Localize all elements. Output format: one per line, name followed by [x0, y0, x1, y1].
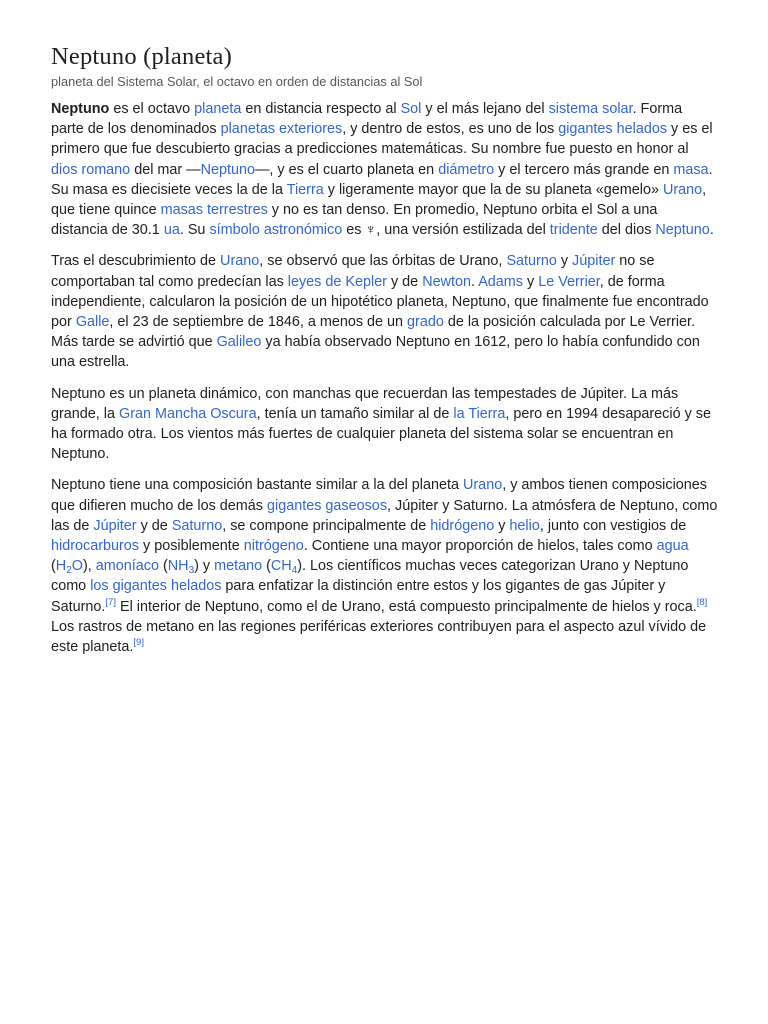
text: no se comportaban tal como predecían las [51, 253, 655, 290]
text: y [494, 517, 510, 534]
text: , y dentro de estos, es uno de los [342, 121, 559, 138]
link-leyes-de-kepler[interactable]: leyes de Kepler [287, 273, 387, 290]
link-jupiter[interactable]: Júpiter [572, 253, 616, 270]
reference-9[interactable]: [9] [133, 637, 144, 649]
link-tierra[interactable]: Tierra [286, 181, 324, 198]
link-masas-terrestres[interactable]: masas terrestres [160, 202, 268, 219]
link-jupiter[interactable]: Júpiter [93, 517, 137, 534]
text: y [556, 253, 573, 270]
link-formula-h2o[interactable] [55, 558, 83, 577]
text: , pero en 1994 desapareció y se ha formado otra. Los vientos más fuertes de cualquier planeta del sistema solar se encuentran en Neptuno. [51, 405, 711, 463]
text: , se compone principalmente de [222, 517, 431, 534]
text: Los rastros de metano en las regiones periféricas exteriores contribuyen para el aspecto azul vívido de este planeta. [51, 618, 707, 656]
link-dios-romano[interactable]: dios romano [51, 161, 131, 178]
reference-7[interactable]: [7] [105, 596, 116, 608]
link-agua[interactable]: agua [656, 538, 689, 555]
reference-8[interactable]: [8] [696, 596, 708, 608]
text: —, y es el cuarto planeta en [255, 161, 439, 178]
text: y el tercero más grande en [494, 161, 674, 178]
paragraph-intro [51, 99, 718, 240]
page-title: Neptuno (planeta) [51, 43, 232, 70]
text: para enfatizar la distinción entre estos y los gigantes de gas Júpiter y Saturno. [51, 578, 666, 615]
link-adams[interactable]: Adams [478, 273, 523, 290]
text: ). Los científicos muchas veces categorizan Urano y Neptuno como [51, 558, 689, 595]
link-grado[interactable]: grado [407, 314, 444, 331]
link-planetas-exteriores[interactable]: planetas exteriores [220, 121, 343, 138]
text: y [522, 273, 539, 290]
text: en distancia respecto al [241, 101, 401, 117]
link-formula-ch4[interactable] [270, 558, 298, 577]
text: y no es tan denso. En promedio, Neptuno orbita el Sol a una distancia de 30.1 [51, 202, 658, 239]
text: ( [262, 558, 271, 575]
text: Neptuno es un planeta dinámico, con manchas que recuerdan las tempestades de Júpiter. La más grande, la [51, 385, 679, 422]
paragraph-dynamics [51, 384, 718, 465]
formula-subscript: 3 [188, 565, 195, 577]
text: . Forma parte de los denominados [51, 101, 683, 138]
text: es el octavo [109, 101, 195, 117]
link-tridente[interactable]: tridente [549, 222, 598, 239]
link-saturno[interactable]: Saturno [171, 517, 223, 534]
text: es ♆, una versión estilizada del [342, 222, 550, 239]
text: ( [158, 558, 168, 575]
link-ua[interactable]: ua [163, 222, 180, 239]
text: , de forma independiente, calcularon la posición de un hipotético planeta, Neptuno, que finalmente fue encontrado por [51, 273, 709, 331]
link-metano[interactable]: metano [214, 558, 263, 575]
formula-subscript: 4 [291, 565, 298, 577]
link-urano[interactable]: Urano [220, 253, 260, 270]
text: del mar — [130, 161, 201, 178]
link-saturno[interactable]: Saturno [506, 253, 557, 270]
text: y es el primero que fue descubierto gracias a predicciones matemáticas. Su nombre fue puesto en honor al [51, 121, 713, 158]
text: , Júpiter y Saturno. La atmósfera de Neptuno, como las de [51, 497, 718, 534]
link-galle[interactable]: Galle [75, 314, 110, 331]
formula-part: NH [167, 558, 189, 575]
link-diametro[interactable]: diámetro [438, 161, 495, 178]
text: , el 23 de septiembre de 1846, a menos de un [109, 314, 408, 331]
link-newton[interactable]: Newton [422, 273, 471, 290]
link-simbolo-astronomico[interactable]: símbolo astronómico [209, 222, 343, 239]
text: El interior de Neptuno, como el de Urano, está compuesto principalmente de hielos y roca. [115, 598, 697, 615]
bold-term-neptuno: Neptuno [51, 101, 110, 117]
paragraph-discovery [51, 251, 718, 372]
link-helio[interactable]: helio [509, 517, 540, 534]
paragraph-composition [51, 475, 718, 657]
text: y de [136, 517, 172, 534]
text: Tras el descubrimiento de [51, 253, 221, 270]
link-gigantes-gaseosos[interactable]: gigantes gaseosos [267, 497, 388, 514]
link-amoniaco[interactable]: amoníaco [95, 558, 159, 575]
link-urano[interactable]: Urano [662, 181, 703, 198]
formula-part: CH [270, 558, 292, 575]
text: . [709, 222, 714, 239]
formula-part: O [71, 558, 83, 575]
text: ya había observado Neptuno en 1612, pero lo había confundido con una estrella. [51, 334, 700, 371]
text: , y ambos tienen composiciones que difieren mucho de los demás [51, 477, 707, 514]
text: ), [82, 558, 96, 575]
link-hidrogeno[interactable]: hidrógeno [430, 517, 495, 534]
text: , que tiene quince [51, 181, 707, 219]
link-sistema-solar[interactable]: sistema solar [548, 101, 633, 117]
link-le-verrier[interactable]: Le Verrier [538, 273, 600, 290]
formula-subscript: 2 [66, 565, 72, 577]
text: , junto con vestigios de [539, 517, 687, 534]
text: y ligeramente mayor que la de su planeta «gemelo» [323, 181, 663, 198]
link-formula-nh3[interactable] [167, 558, 195, 577]
link-gran-mancha-oscura[interactable]: Gran Mancha Oscura [119, 405, 257, 422]
text: . [470, 273, 479, 290]
text: y posiblemente [139, 538, 244, 555]
link-galileo[interactable]: Galileo [216, 334, 262, 351]
link-hidrocarburos[interactable]: hidrocarburos [51, 538, 139, 555]
link-gigantes-helados[interactable]: gigantes helados [558, 121, 668, 138]
text: . Su masa es diecisiete veces la de la [51, 161, 713, 198]
text: . Contiene una mayor proporción de hielos, tales como [303, 538, 657, 555]
text: y de [386, 273, 423, 290]
link-los-gigantes-helados[interactable]: los gigantes helados [90, 578, 222, 595]
link-sol[interactable]: Sol [400, 101, 422, 117]
link-urano[interactable]: Urano [463, 477, 503, 494]
link-nitrogeno[interactable]: nitrógeno [243, 538, 304, 555]
text: y el más lejano del [421, 101, 549, 117]
text: de la posición calculada por Le Verrier. Más tarde se advirtió que [51, 314, 696, 351]
text: ) y [194, 558, 215, 575]
link-neptuno[interactable]: Neptuno [655, 222, 710, 239]
text: , tenía un tamaño similar al de [256, 405, 454, 422]
text: , se observó que las órbitas de Urano, [259, 253, 507, 270]
link-la-tierra[interactable]: la Tierra [453, 405, 506, 422]
text: . Su [179, 222, 210, 239]
page-subtitle: planeta del Sistema Solar, el octavo en orden de distancias al Sol [51, 74, 423, 89]
link-planeta[interactable]: planeta [194, 101, 242, 117]
text: ( [51, 558, 56, 575]
formula-part: H [55, 558, 67, 575]
text: Neptuno tiene una composición bastante similar a la del planeta [51, 477, 463, 494]
link-masa[interactable]: masa [673, 161, 709, 178]
text: del dios [597, 222, 656, 239]
link-neptuno-dios[interactable]: Neptuno [200, 161, 255, 178]
